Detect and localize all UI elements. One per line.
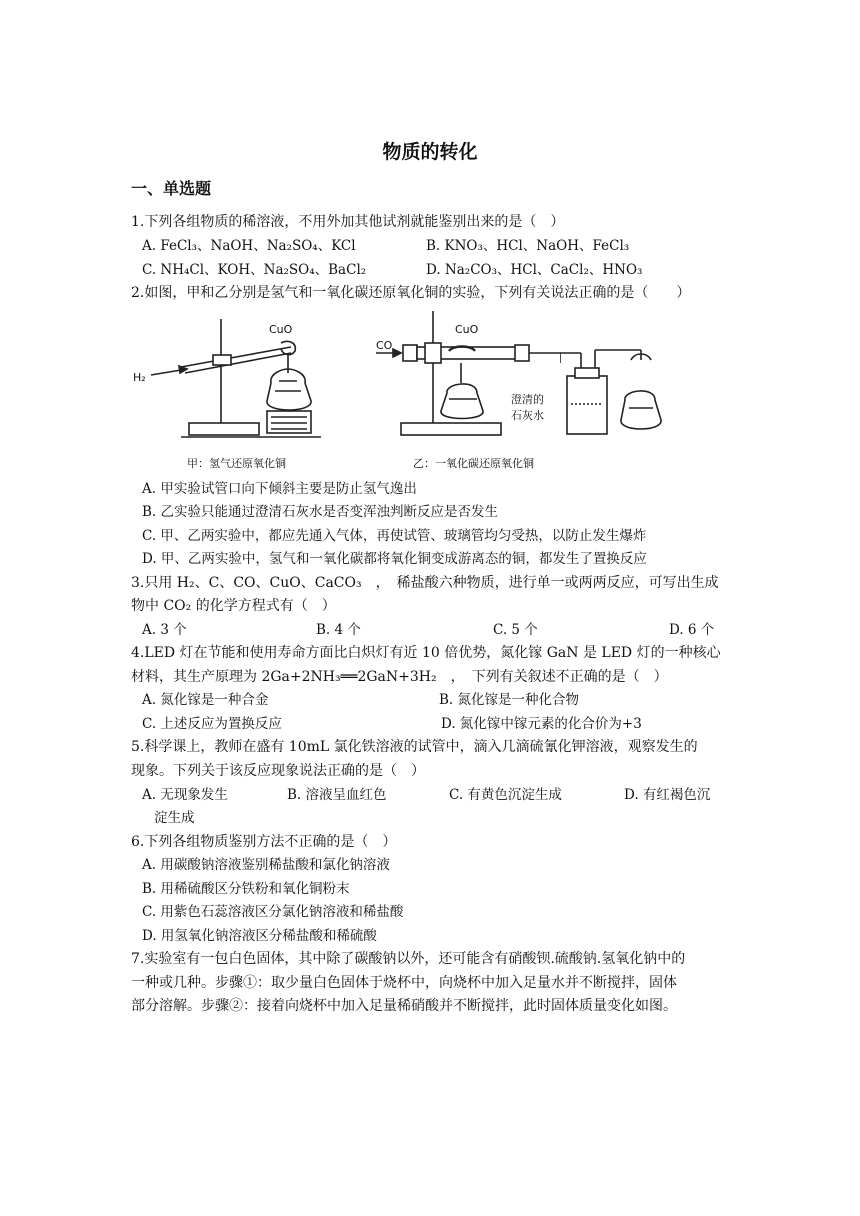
- question-2-option-a[interactable]: A. 甲实验试管口向下倾斜主要是防止氢气逸出: [142, 481, 417, 497]
- section-heading: 一、单选题: [131, 179, 212, 198]
- question-4-option-d[interactable]: D. 氮化镓中镓元素的化合价为+3: [441, 716, 642, 732]
- label-limewater-1: 澄清的: [511, 393, 544, 406]
- question-6-option-d[interactable]: D. 用氢氧化钠溶液区分稀盐酸和稀硫酸: [142, 928, 377, 944]
- question-5-option-d-continued: 淀生成: [154, 810, 195, 826]
- question-7-line-1: 7.实验室有一包白色固体，其中除了碳酸钠以外，还可能含有硝酸钡.硫酸钠.氢氧化钠中的: [131, 951, 686, 967]
- question-5-option-b[interactable]: B. 溶液呈血红色: [287, 787, 387, 803]
- question-6-option-b[interactable]: B. 用稀硫酸区分铁粉和氧化铜粉末: [142, 881, 350, 897]
- question-6-option-c[interactable]: C. 用紫色石蕊溶液区分氯化钠溶液和稀盐酸: [142, 904, 404, 920]
- question-6-stem: 6.下列各组物质鉴别方法不正确的是（ ）: [131, 834, 397, 850]
- question-3-stem-line-2: 物中 CO₂ 的化学方程式有（ ）: [131, 598, 336, 614]
- apparatus-h2: [151, 319, 321, 437]
- question-7-line-3: 部分溶解。步骤②：接着向烧杯中加入足量稀硝酸并不断搅拌，此时固体质量变化如图。: [131, 998, 677, 1014]
- question-5-option-c[interactable]: C. 有黄色沉淀生成: [449, 787, 562, 803]
- label-cuo-2: CuO: [455, 323, 479, 336]
- apparatus-figure: [131, 303, 561, 475]
- question-1-option-d[interactable]: D. Na₂CO₃、HCl、CaCl₂、HNO₃: [426, 262, 643, 278]
- question-6-option-a[interactable]: A. 用碳酸钠溶液鉴别稀盐酸和氯化钠溶液: [142, 857, 390, 873]
- question-1-stem: 1.下列各组物质的稀溶液，不用外加其他试剂就能鉴别出来的是（ ）: [131, 214, 565, 230]
- label-cuo-1: CuO: [269, 323, 293, 336]
- label-limewater-2: 石灰水: [511, 409, 544, 422]
- question-5-stem-line-2: 现象。下列关于该反应现象说法正确的是（ ）: [131, 763, 425, 779]
- question-1-option-b[interactable]: B. KNO₃、HCl、NaOH、FeCl₃: [426, 238, 630, 254]
- question-4-option-a[interactable]: A. 氮化镓是一种合金: [142, 692, 269, 708]
- question-2-option-b[interactable]: B. 乙实验只能通过澄清石灰水是否变浑浊判断反应是否发生: [142, 504, 499, 520]
- question-2-stem: 2.如图，甲和乙分别是氢气和一氧化碳还原氧化铜的实验，下列有关说法正确的是（ ）: [131, 285, 691, 301]
- page-title: 物质的转化: [382, 141, 478, 163]
- question-4-option-c[interactable]: C. 上述反应为置换反应: [142, 716, 282, 732]
- question-3-option-b[interactable]: B. 4 个: [316, 622, 361, 638]
- question-5-option-d[interactable]: D. 有红褐色沉: [624, 787, 711, 803]
- question-4-option-b[interactable]: B. 氮化镓是一种化合物: [439, 692, 580, 708]
- question-3-option-a[interactable]: A. 3 个: [142, 622, 187, 638]
- question-3-option-d[interactable]: D. 6 个: [669, 622, 715, 638]
- question-4-stem-line-2: 材料，其生产原理为 2Ga+2NH₃══2GaN+3H₂ ， 下列有关叙述不正确的是（ ）: [131, 669, 668, 685]
- caption-jia: 甲：氢气还原氧化铜: [187, 457, 286, 470]
- label-h2: H₂: [133, 371, 146, 384]
- limewater-bottle-figure: [561, 330, 671, 440]
- question-2-option-c[interactable]: C. 甲、乙两实验中，都应先通入气体，再使试管、玻璃管均匀受热，以防止发生爆炸: [142, 528, 647, 544]
- question-3-stem-line-1: 3.只用 H₂、C、CO、CuO、CaCO₃ ， 稀盐酸六种物质，进行单一或两两反应，可写出生成: [131, 575, 719, 591]
- question-7-line-2: 一种或几种。步骤①：取少量白色固体于烧杯中，向烧杯中加入足量水并不断搅拌，固体: [131, 975, 677, 991]
- question-1-option-c[interactable]: C. NH₄Cl、KOH、Na₂SO₄、BaCl₂: [142, 262, 367, 278]
- question-1-option-a[interactable]: A. FeCl₃、NaOH、Na₂SO₄、KCl: [142, 238, 356, 254]
- question-5-stem-line-1: 5.科学课上，教师在盛有 10mL 氯化铁溶液的试管中，滴入几滴硫氰化钾溶液，观察发生的: [131, 739, 698, 755]
- question-3-option-c[interactable]: C. 5 个: [493, 622, 538, 638]
- label-co: CO: [376, 339, 393, 352]
- question-2-option-d[interactable]: D. 甲、乙两实验中，氢气和一氧化碳都将氧化铜变成游离态的铜，都发生了置换反应: [142, 551, 647, 567]
- question-5-option-a[interactable]: A. 无现象发生: [142, 787, 228, 803]
- caption-yi: 乙：一氧化碳还原氧化铜: [413, 457, 534, 470]
- question-4-stem-line-1: 4.LED 灯在节能和使用寿命方面比白炽灯有近 10 倍优势，氮化镓 GaN 是 LED 灯的一种核心: [131, 645, 721, 661]
